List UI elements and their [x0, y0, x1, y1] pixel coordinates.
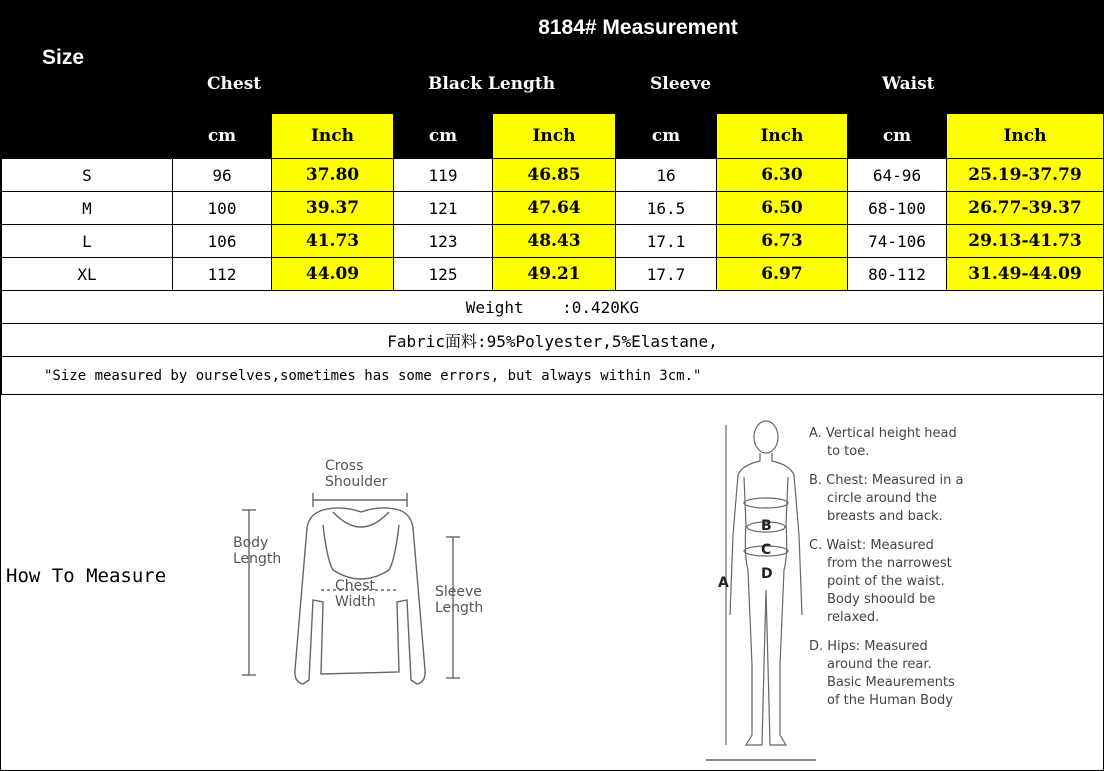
unit-cm: cm — [173, 114, 272, 159]
length-inch: 48.43 — [493, 225, 616, 258]
svg-text:Length: Length — [435, 600, 484, 616]
waist-inch: 25.19-37.79 — [947, 159, 1104, 192]
marker-a: A — [718, 575, 729, 591]
group-length: Black Length — [394, 55, 616, 114]
size-cell: M — [2, 192, 173, 225]
svg-text:Width: Width — [335, 594, 376, 610]
unit-inch: Inch — [493, 114, 616, 159]
size-header-spacer — [2, 114, 173, 159]
chest-cm: 112 — [173, 258, 272, 291]
chest-inch: 37.80 — [272, 159, 394, 192]
chest-cm: 106 — [173, 225, 272, 258]
group-chest: Chest — [173, 55, 394, 114]
table-row — [2, 225, 1104, 258]
how-to-measure-label: How To Measure — [6, 565, 167, 587]
group-waist: Waist — [848, 55, 1104, 114]
table-row — [2, 159, 1104, 192]
waist-inch: 26.77-39.37 — [947, 192, 1104, 225]
waist-inch: 29.13-41.73 — [947, 225, 1104, 258]
size-cell: XL — [2, 258, 173, 291]
table-title: 8184# Measurement — [173, 2, 1104, 55]
waist-inch: 31.49-44.09 — [947, 258, 1104, 291]
unit-inch: Inch — [272, 114, 394, 159]
sleeve-inch: 6.97 — [717, 258, 848, 291]
unit-inch: Inch — [717, 114, 848, 159]
body-length-label: Body — [233, 535, 269, 551]
table-row — [2, 192, 1104, 225]
length-inch: 49.21 — [493, 258, 616, 291]
unit-cm: cm — [394, 114, 493, 159]
chest-cm: 100 — [173, 192, 272, 225]
table-row — [2, 258, 1104, 291]
length-cm: 119 — [394, 159, 493, 192]
measurement-table — [1, 1, 1104, 395]
length-cm: 123 — [394, 225, 493, 258]
sleeve-cm: 17.7 — [616, 258, 717, 291]
waist-cm: 74-106 — [848, 225, 947, 258]
chest-width-label: Chest — [335, 578, 376, 594]
unit-cm: cm — [848, 114, 947, 159]
sleeve-cm: 16.5 — [616, 192, 717, 225]
marker-c: C — [761, 542, 772, 558]
note-a: A. Vertical height head to toe. — [809, 426, 957, 459]
marker-b: B — [761, 518, 772, 534]
garment-diagram — [221, 450, 521, 750]
cross-shoulder-label: Cross — [325, 458, 364, 474]
sleeve-length-label: Sleeve — [435, 584, 482, 600]
svg-text:Length: Length — [233, 551, 282, 567]
svg-text:Shoulder: Shoulder — [325, 474, 388, 490]
length-cm: 121 — [394, 192, 493, 225]
sleeve-cm: 17.1 — [616, 225, 717, 258]
chest-cm: 96 — [173, 159, 272, 192]
length-cm: 125 — [394, 258, 493, 291]
sleeve-inch: 6.73 — [717, 225, 848, 258]
body-figure — [706, 415, 816, 765]
neckline — [333, 512, 389, 527]
fabric-row: Fabric面料:95%Polyester,5%Elastane, — [2, 324, 1104, 357]
unit-inch: Inch — [947, 114, 1104, 159]
sleeve-inch: 6.30 — [717, 159, 848, 192]
length-inch: 47.64 — [493, 192, 616, 225]
waist-cm: 68-100 — [848, 192, 947, 225]
chest-inch: 39.37 — [272, 192, 394, 225]
head-icon — [754, 421, 778, 453]
waist-cm: 64-96 — [848, 159, 947, 192]
sleeve-inch: 6.50 — [717, 192, 848, 225]
group-sleeve: Sleeve — [616, 55, 848, 114]
disclaimer-row: "Size measured by ourselves,sometimes has some errors, but always within 3cm." — [2, 357, 1104, 395]
sleeve-cm: 16 — [616, 159, 717, 192]
size-cell: S — [2, 159, 173, 192]
marker-d: D — [761, 566, 773, 582]
chest-inch: 44.09 — [272, 258, 394, 291]
body-measurement-notes — [809, 425, 989, 721]
weight-row: Weight :0.420KG — [2, 291, 1104, 324]
note-d: D. Hips: Measured around the rear. Basic Meaurements of the Human Body — [809, 639, 955, 708]
unit-cm: cm — [616, 114, 717, 159]
chest-inch: 41.73 — [272, 225, 394, 258]
size-cell: L — [2, 225, 173, 258]
note-b: B. Chest: Measured in a circle around the breasts and back. — [809, 473, 964, 524]
how-to-measure-section — [1, 395, 1103, 770]
size-header: Size — [2, 2, 173, 114]
length-inch: 46.85 — [493, 159, 616, 192]
waist-cm: 80-112 — [848, 258, 947, 291]
note-c: C. Waist: Measured from the narrowest point of the waist. Body shoould be relaxed. — [809, 538, 952, 625]
